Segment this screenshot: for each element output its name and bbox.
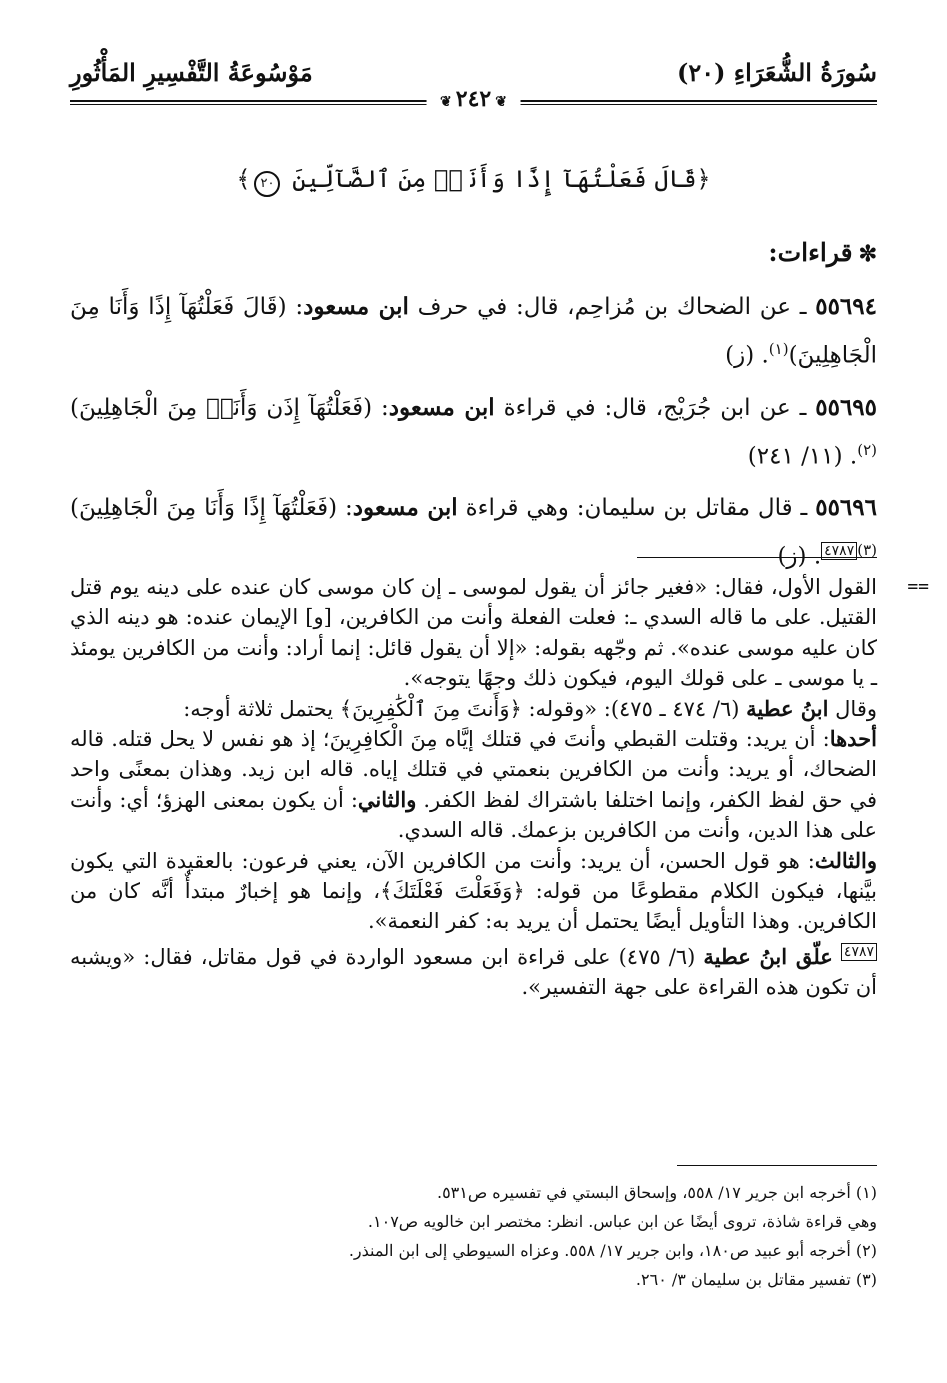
commentary-text: : هو قول الحسن، أن يريد: وأنت من الكافرين الآن، يعني فرعون: بالعقيدة التي يكون بيَّنها، فيكون الكلام مقطوعًا من قوله: ﴿وَفَعَلْتَ فَعْلَتَكَ﴾، وإنما هو إخبارٌ مبتدأٌ أنَّه كان من الكافرين. وهذا التأويل أيضًا يحتمل أن يريد به: كفر النعمة».	[70, 848, 877, 934]
footnote-ref: (٢)	[857, 440, 877, 459]
book-title: مَوْسُوعَةُ التَّفْسِيرِ المَأْثُورِ	[70, 58, 313, 87]
commentary-bold: والثالث	[814, 847, 877, 873]
commentary-paragraph	[70, 694, 877, 724]
ornament-icon: ❦	[495, 94, 507, 110]
commentary-text: (٦/ ٤٧٤ ـ ٤٧٥): «وقوله: ﴿وَأَنتَ مِنَ ٱلْكَٰفِرِينَ﴾ يحتمل ثلاثة أوجه:	[183, 696, 747, 721]
footnotes	[70, 1178, 877, 1294]
narration-reading: : (قَالَ فَعَلْتُهَآ إِذًا وَأَنَا مِنَ الْجَاهِلِينَ)	[70, 294, 877, 369]
footnote-divider	[677, 1165, 877, 1166]
verse-bracket-close-icon: ﴾	[236, 165, 251, 193]
section-heading-text: قراءات:	[768, 238, 853, 267]
commentary-paragraph	[70, 937, 877, 1003]
narration-text: ـ عن ابن جُرَيْج، قال: في قراءة	[494, 394, 816, 421]
footnote: (٣) تفسير مقاتل بن سليمان ٣/ ٢٦٠.	[635, 1270, 877, 1289]
commentary-paragraph: القول الأول، فقال: «فغير جائز أن يقول لموسى ـ إن كان موسى كان عنده على دينه يوم قتل القتيل. على ما قاله السدي ـ: فعلت الفعلة وأنت من الكافرين، [و] الإيمان عنده: هو دينه الذي كان عليه موسى عنده». ثم وجّهه بقوله: «إلا أن يقول قائل: إنما أراد: وأنت من الكافرين يومئذ ـ يا موسى ـ على قولك اليوم، فيكون ذلك وجهًا يتوجه».	[70, 575, 877, 691]
narration-number: ٥٥٦٩٥	[815, 393, 878, 421]
cross-ref-box: ٤٧٨٧	[841, 943, 877, 961]
commentary-text: : أن يريد: وقتلت القبطي وأنتَ في قتلك إيَّاه مِنَ الْكافِرِينَ؛ إذ هو نفس لا يحل قتله. قاله الضحاك، أو يريد: وأنت من الكافرين بنعمتي في قتلك إياه. قاله ابن زيد. وهذان بمعنًى واحد في حق لفظ الكفر، وإنما اختلفا باشتراك لفظ الكفر.	[70, 727, 877, 812]
commentary-bold: ابنُ عطية	[746, 695, 829, 721]
commentary-bold: أحدها	[829, 726, 877, 752]
footnote-ref: (٣)	[857, 541, 877, 560]
commentary-bold: علّق ابنُ عطية	[703, 943, 833, 969]
commentary-paragraph	[70, 846, 877, 937]
narration-bold: ابن مسعود	[352, 494, 458, 522]
commentary-text: وقال	[828, 696, 877, 721]
verse-number: ٢٠	[254, 171, 280, 197]
continuation-marker: ==	[907, 576, 929, 597]
commentary-text: (٦/ ٤٧٥) على قراءة ابن مسعود الواردة في قول مقاتل، فقال: «ويشبه أن تكون هذه القراءة على جهة التفسير».	[70, 944, 877, 1000]
commentary-block	[70, 572, 929, 1003]
footnote: (٢) أخرجه أبو عبيد ص١٨٠، وابن جرير ١٧/ ٥٥٨. وعزاه السيوطي إلى ابن المنذر.	[348, 1241, 877, 1260]
page-number-block	[426, 86, 521, 112]
narration-number: ٥٥٦٩٦	[815, 494, 877, 522]
narration-reading: : (فَعَلْتُهَآ إِذَن وَأَنَا۠ مِنَ الْجَاهِلِينَ)	[70, 394, 389, 421]
page-number: ٢٤٢	[455, 86, 492, 112]
narration-reading: : (فَعَلْتُهَآ إِذًا وَأَنَا مِنَ الْجَاهِلِينَ)	[70, 495, 353, 522]
divider	[637, 557, 877, 558]
verse-bracket-open-icon: ﴿	[696, 165, 711, 193]
commentary-paragraph	[70, 724, 877, 846]
quran-verse	[70, 165, 877, 197]
flower-ornament-icon: ✼	[858, 241, 877, 267]
narration-bold: ابن مسعود	[303, 293, 409, 320]
surah-title: سُورَةُ الشُّعَرَاءِ (٢٠)	[676, 58, 877, 87]
ornament-icon: ❦	[440, 94, 452, 110]
narration-source: . (ز)	[777, 543, 822, 570]
commentary-bold: والثاني	[357, 786, 417, 812]
footnote-ref: (١)	[768, 340, 789, 358]
verse-text: قَالَ فَعَلْتُهَآ إِذًا وَأَنَا۠ مِنَ ٱلضَّآلِّينَ	[292, 165, 697, 193]
cross-ref-box: ٤٧٨٧	[821, 542, 857, 560]
narration-item	[70, 286, 877, 377]
narrations-list	[70, 286, 877, 588]
footnote: (١) أخرجه ابن جرير ١٧/ ٥٥٨، وإسحاق البستي في تفسيره ص٥٣١.	[436, 1183, 877, 1202]
section-heading	[768, 238, 877, 267]
narration-item	[70, 487, 877, 578]
narration-text: ـ قال مقاتل بن سليمان: وهي قراءة	[457, 495, 816, 522]
narration-source: . (١١/ ٢٤١)	[747, 443, 858, 470]
footnote: وهي قراءة شاذة، تروى أيضًا عن ابن عباس. انظر: مختصر ابن خالويه ص١٠٧.	[367, 1212, 877, 1231]
narration-item	[70, 387, 877, 478]
narration-source: . (ز)	[725, 342, 769, 369]
narration-bold: ابن مسعود	[388, 393, 495, 421]
narration-text: ـ عن الضحاك بن مُزاحِم، قال: في حرف	[408, 294, 816, 320]
commentary-text: : أن يكون بمعنى الهزؤ؛ أي: وأنت على هذا الدين، وأنت من الكافرين بزعمك. قاله السدي.	[70, 787, 877, 843]
narration-number: ٥٥٦٩٤	[815, 293, 877, 320]
